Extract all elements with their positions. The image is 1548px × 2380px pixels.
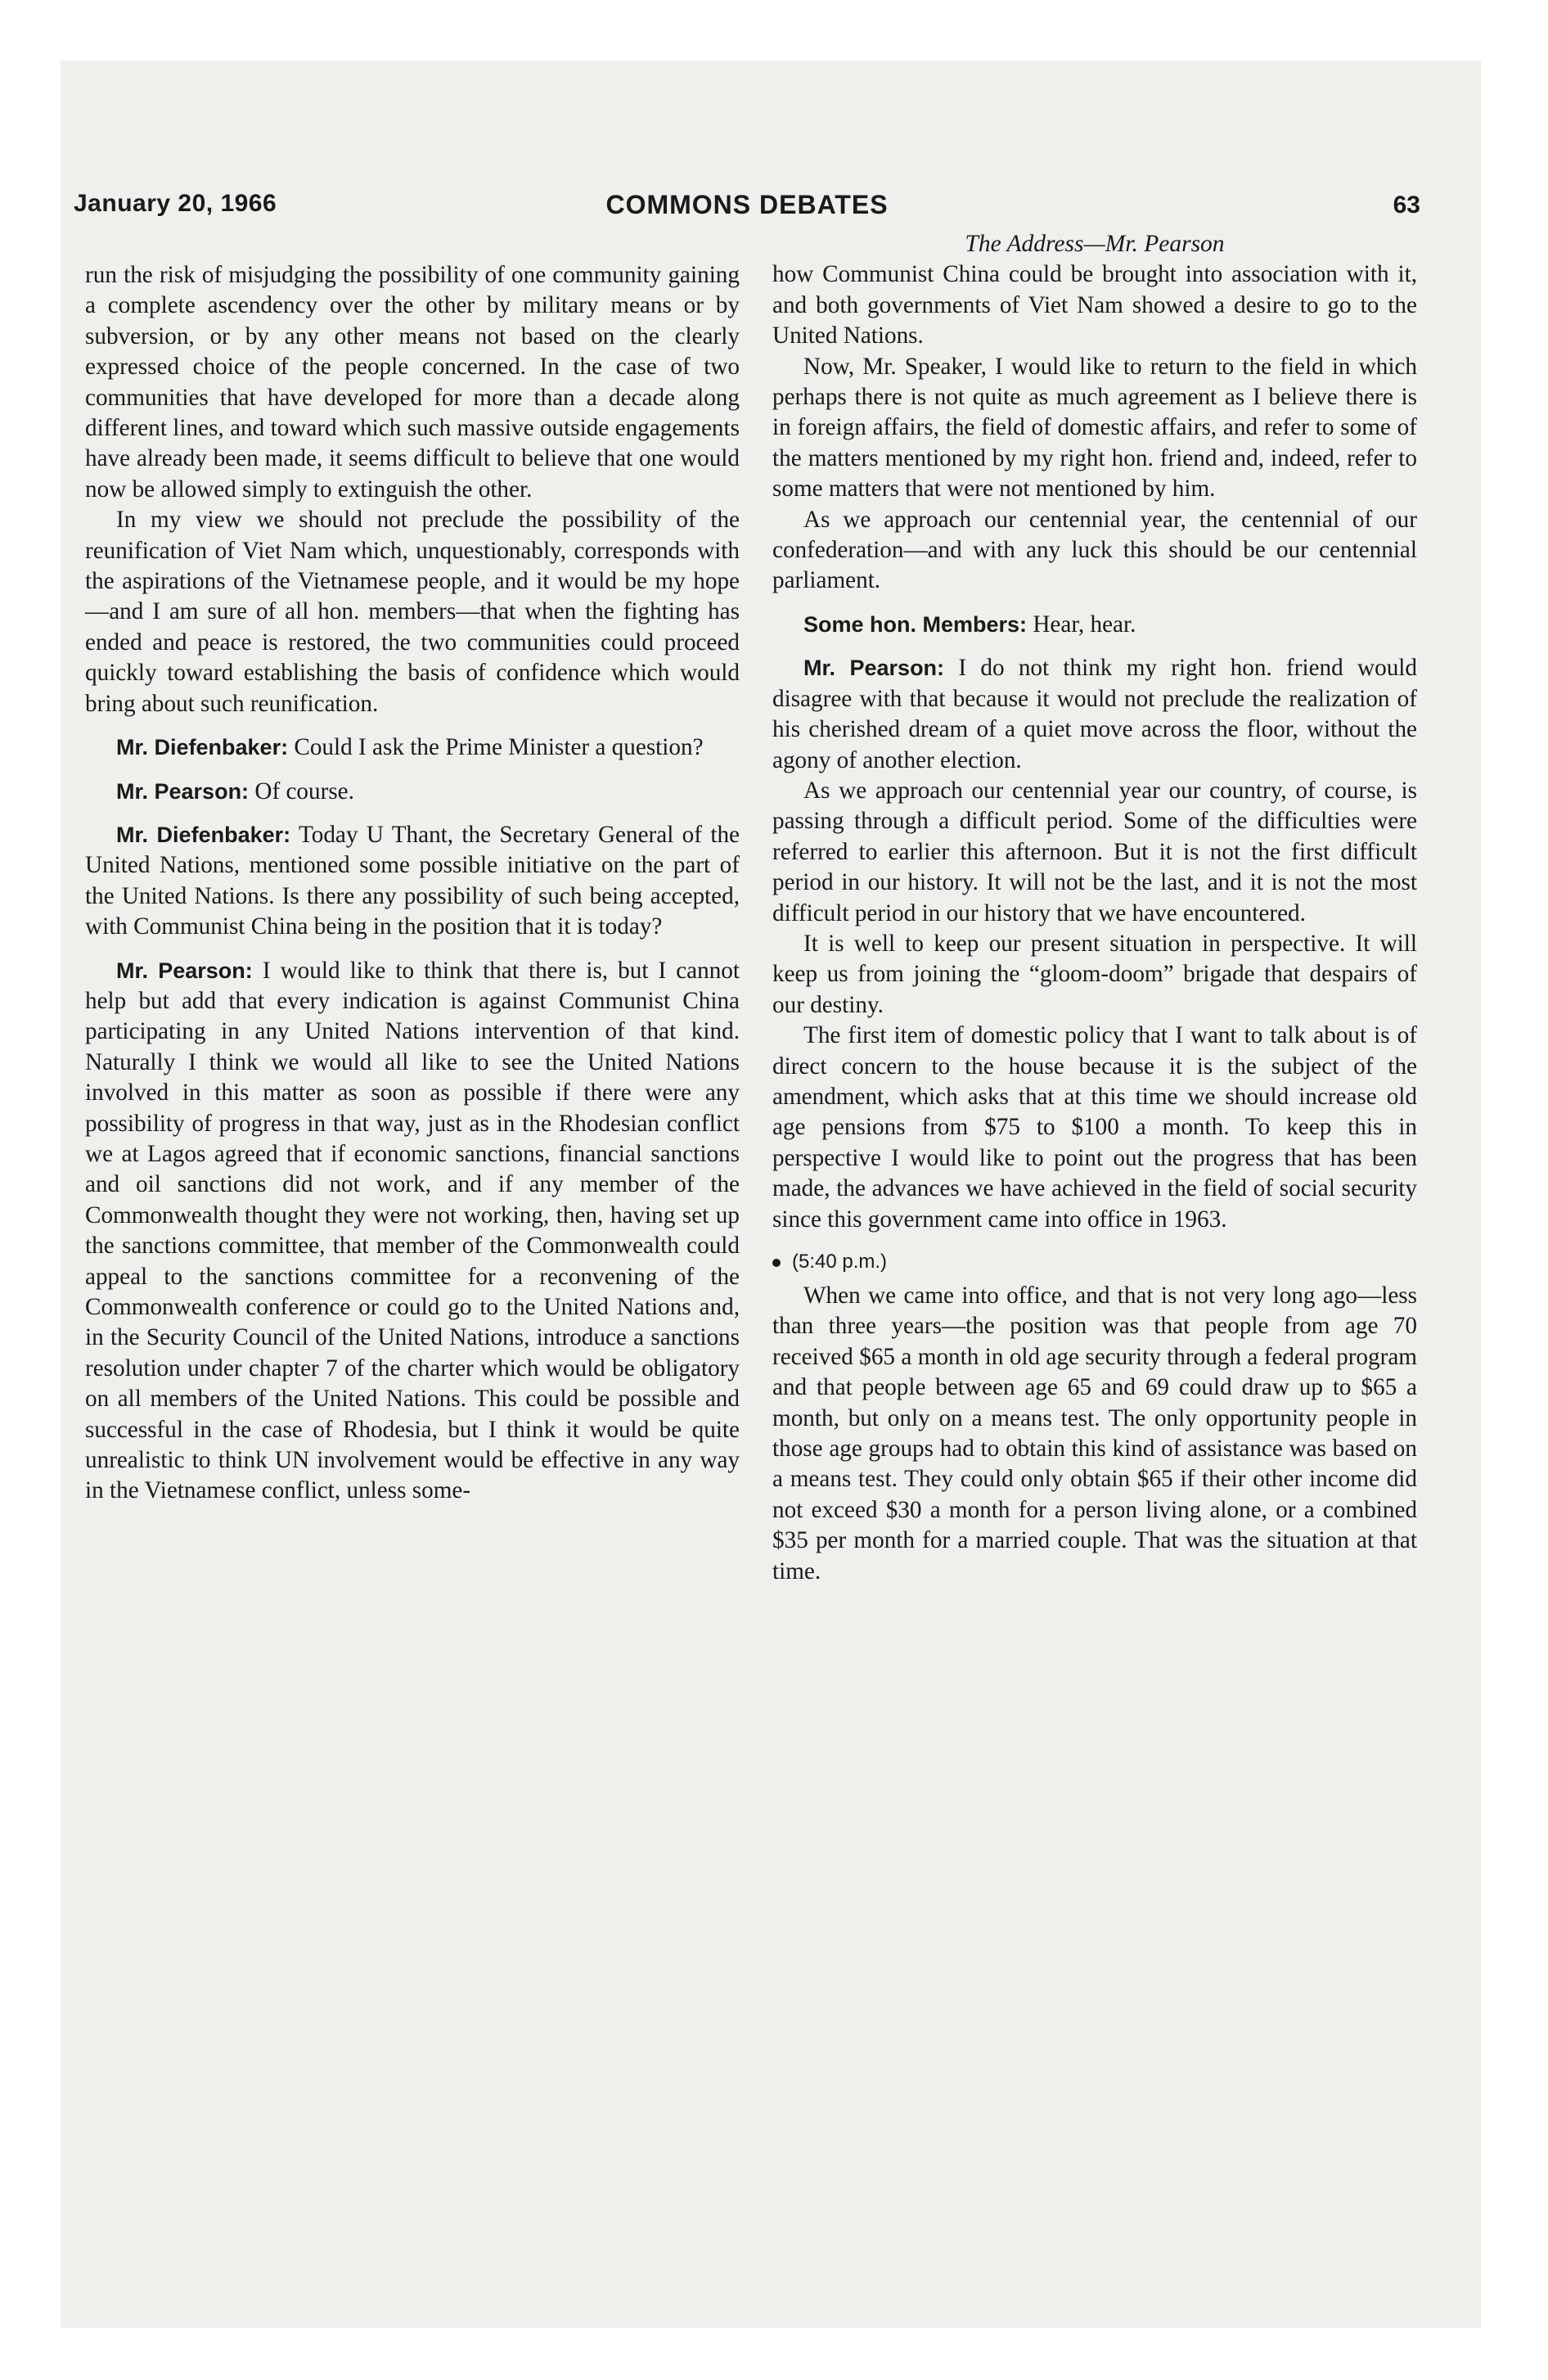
- time-marker-text: (5:40 p.m.): [792, 1251, 888, 1273]
- speech-text: Of course.: [254, 778, 354, 805]
- paragraph: The first item of domestic policy that I want to talk about is of direct concern to the house because it is the subject of the amendment, which asks that at this time we should increase old age pensions from $75 to $100 a month. To keep this in perspective I would like to point out the progress that has been made, the advances we have achieved in the field of social security since this government came into office in 1963.: [772, 1022, 1417, 1233]
- speaker-name: Mr. Pearson:: [116, 778, 250, 804]
- paragraph: When we came into office, and that is not very long ago—less than three years—the position was that people from age 70 received $65 a month in old age security through a federal program and that people between age 65 and 69 could draw up to $65 a month, but only on a means test. The only opportunity people in those age groups had to obtain this kind of assistance was based on a means test. They could only obtain $65 if their other income did not exceed $30 a month for a person living alone, or a combined $35 per month for a married couple. That was the situation at that time.: [772, 1282, 1417, 1584]
- paragraph: run the risk of misjudging the possibility of one community gaining a complete ascendency over the other by military means or by subversion, or by any other means not based on the clearly expressed choice of the people concerned. In the case of two communities that have developed for more than a decade along different lines, and toward which such massive outside engagements have already been made, it seems difficult to believe that one would now be allowed simply to extinguish the other.: [85, 262, 740, 503]
- running-head: [74, 190, 1420, 226]
- speech: [772, 653, 1417, 776]
- paragraph: In my view we should not preclude the possibility of the reunification of Viet Nam which, unquestionably, corresponds with the aspirations of the Vietnamese people, and it would be my hope—and I am sure of all hon. members—that when the fighting has ended and peace is restored, the two communities could proceed quickly toward establishing the basis of confidence which would bring about such reunification.: [85, 507, 740, 717]
- page-number: 63: [1393, 192, 1420, 219]
- speaker-name: Mr. Pearson:: [116, 958, 253, 983]
- speech: [85, 732, 740, 763]
- speech: [85, 820, 740, 943]
- speech-text: Could I ask the Prime Minister a question?: [294, 734, 704, 761]
- left-column: [85, 260, 740, 1507]
- speech-text: Today U Thant, the Secretary General of the United Nations, mentioned some possible initiative on the part of the United Nations. Is there any possibility of such being accepted, with Communist China being in the position that it is today?: [85, 821, 740, 940]
- speaker-name: Mr. Diefenbaker:: [116, 735, 289, 760]
- speech-text: I would like to think that there is, but I cannot help but add that every indication is against Communist China participating in any United Nations intervention of that kind. Naturally I think we would all like to see the United Nations involved in this matter as soon as possible if there were any possibility of progress in that way, just as in the Rhodesian conflict we at Lagos agreed that if economic sanctions, financial sanctions and oil sanctions did not work, and if any member of the Commonwealth thought they were not working, then, having set up the sanctions committee, that member of the Commonwealth could appeal to the sanctions committee for a reconvening of the Commonwealth conference or could go to the United Nations and, in the Security Council of the United Nations, introduce a sanctions resolution under chapter 7 of the charter which would be obligatory on all members of the United Nations. This could be possible and successful in the case of Rhodesia, but I think it would be quite unrealistic to think UN involvement would be effective in any way in the Vietnamese conflict, unless some-: [85, 957, 740, 1504]
- speech-text: Hear, hear.: [1033, 611, 1136, 638]
- speech: [85, 956, 740, 1507]
- right-column: [772, 229, 1417, 1587]
- paragraph: Now, Mr. Speaker, I would like to return to the field in which perhaps there is not quite as much agreement as I believe there is in foreign affairs, the field of domestic affairs, and refer to some of the matters mentioned by my right hon. friend and, indeed, refer to some matters that were not mentioned by him.: [772, 353, 1417, 503]
- section-head: The Address—Mr. Pearson: [965, 231, 1225, 257]
- header-date: January 20, 1966: [74, 190, 277, 217]
- paragraph: As we approach our centennial year our country, of course, is passing through a difficult period. Some of the difficulties were referred to earlier this afternoon. But it is not the first difficult period in our history. It will not be the last, and it is not the most difficult period in our history that we have encountered.: [772, 777, 1417, 926]
- speaker-name: Some hon. Members:: [803, 611, 1028, 637]
- bullet-icon: [772, 1259, 781, 1267]
- speaker-name: Mr. Pearson:: [803, 656, 945, 681]
- paragraph: how Communist China could be brought into association with it, and both governments of Viet Nam showed a desire to go to the United Nations.: [772, 261, 1417, 349]
- header-publication: COMMONS DEBATES: [605, 190, 889, 219]
- time-marker: [772, 1250, 1417, 1274]
- speaker-name: Mr. Diefenbaker:: [116, 822, 291, 847]
- paragraph: It is well to keep our present situation in perspective. It will keep us from joining the “gloom-doom” brigade that despairs of our destiny.: [772, 930, 1417, 1018]
- paragraph: As we approach our centennial year, the centennial of our confederation—and with any luck this should be our centennial parliament.: [772, 506, 1417, 594]
- speech: [772, 610, 1417, 640]
- speech: [85, 777, 740, 807]
- speech-text: I do not think my right hon. friend would disagree with that because it would not preclude the realization of his cherished dream of a quiet move across the floor, without the agony of another election.: [772, 655, 1417, 773]
